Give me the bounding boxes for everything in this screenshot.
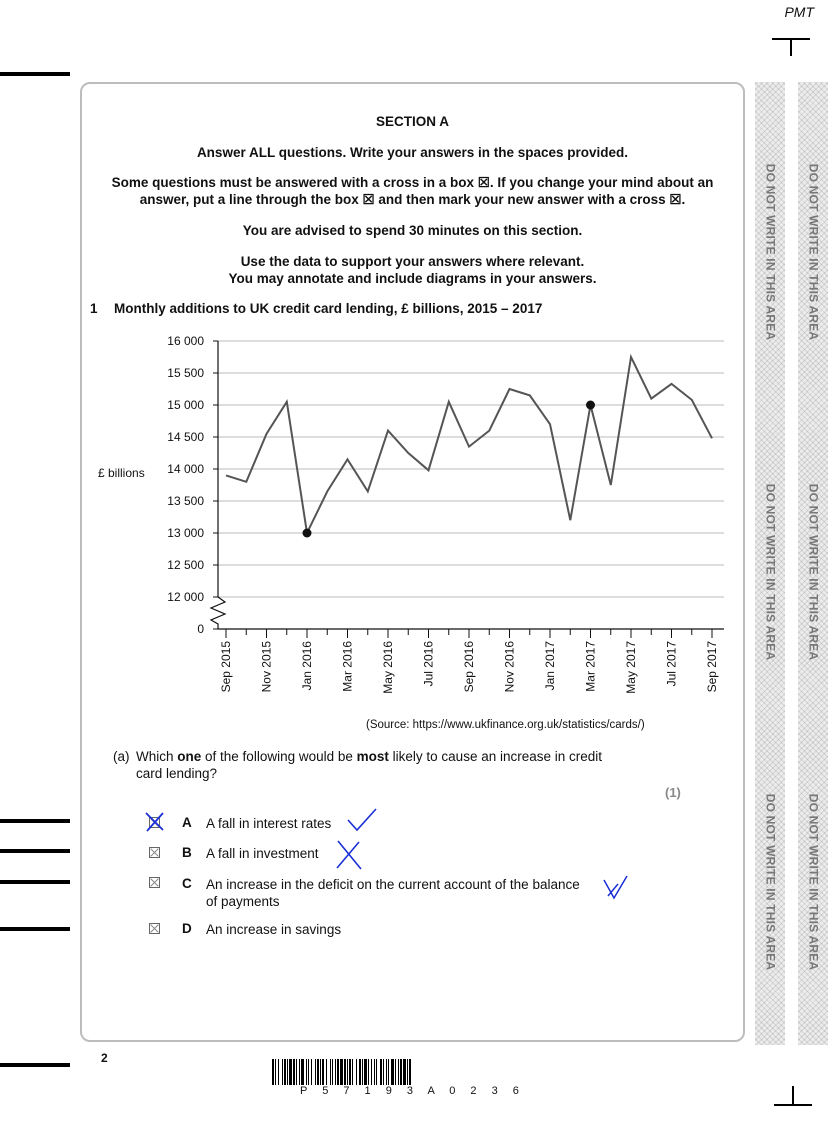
margin-warning: DO NOT WRITE IN THIS AREA	[806, 793, 820, 971]
x-tick-label: May 2017	[624, 641, 638, 694]
barcode-bar	[317, 1059, 319, 1085]
barcode-bar	[398, 1059, 399, 1085]
barcode-bar	[371, 1059, 372, 1085]
barcode-bar	[362, 1059, 363, 1085]
marks-label: (1)	[665, 785, 681, 800]
barcode-bar	[337, 1059, 339, 1085]
barcode-bar	[301, 1059, 304, 1085]
x-tick-label: Jan 2016	[300, 641, 314, 691]
instruction-line: You are advised to spend 30 minutes on this section.	[242, 223, 583, 238]
barcode-bar	[376, 1059, 377, 1085]
part-label: (a)	[113, 749, 130, 764]
x-tick-label: Jul 2016	[421, 641, 436, 687]
barcode-bar	[282, 1059, 283, 1085]
barcode-bar	[330, 1059, 331, 1085]
series-line	[226, 357, 712, 533]
barcode-bar	[315, 1059, 316, 1085]
axis-break	[211, 597, 225, 629]
handwritten-tick-icon	[345, 806, 379, 834]
handwritten-cross-icon	[334, 838, 364, 872]
section-title: SECTION A	[375, 114, 449, 129]
barcode-bar	[391, 1059, 394, 1085]
x-tick-label: Sep 2016	[462, 641, 476, 693]
handwritten-cross-icon	[143, 810, 167, 834]
x-tick-label: Mar 2016	[340, 641, 355, 692]
barcode-bar	[311, 1059, 312, 1085]
barcode-bar	[335, 1059, 336, 1085]
x-tick-label: Mar 2017	[583, 641, 598, 692]
margin-bar	[0, 819, 70, 823]
checkbox-d[interactable]	[149, 923, 160, 934]
option-text-line2: of payments	[206, 894, 280, 909]
instruction-line: Use the data to support your answers where relevant.	[240, 254, 585, 269]
handwritten-mark-icon	[602, 872, 630, 902]
y-axis-label: £ billions	[98, 466, 145, 480]
option-letter: C	[182, 876, 192, 891]
margin-bar	[0, 927, 70, 931]
barcode-bar	[284, 1059, 286, 1085]
option-letter: D	[182, 921, 192, 936]
question-number: 1	[90, 301, 98, 316]
barcode-bar	[308, 1059, 309, 1085]
barcode-bar	[326, 1059, 327, 1085]
barcode-bar	[306, 1059, 307, 1085]
barcode-bar	[340, 1059, 343, 1085]
barcode-bar	[347, 1059, 348, 1085]
barcode-bar	[293, 1059, 295, 1085]
page-number: 2	[101, 1051, 108, 1065]
source-note: (Source: https://www.ukfinance.org.uk/statistics/cards/)	[366, 719, 645, 731]
barcode-bar	[395, 1059, 396, 1085]
barcode-bar	[320, 1059, 321, 1085]
margin-warning: DO NOT WRITE IN THIS AREA	[763, 793, 777, 971]
barcode-bar	[400, 1059, 402, 1085]
option-letter: B	[182, 845, 192, 860]
registration-mark	[774, 1104, 812, 1106]
barcode-bar	[368, 1059, 369, 1085]
y-tick-label: 12 500	[167, 558, 204, 572]
option-text: A fall in interest rates	[206, 816, 332, 831]
x-tick-label: Nov 2016	[502, 641, 517, 693]
barcode-bar	[287, 1059, 288, 1085]
question-title: Monthly additions to UK credit card lending, £ billions, 2015 – 2017	[114, 301, 543, 316]
part-a-prompt: Which one of the following would be most likely to cause an increase in credit	[136, 749, 603, 764]
checkbox-c[interactable]	[149, 877, 160, 888]
margin-warning: DO NOT WRITE IN THIS AREA	[806, 163, 820, 341]
y-tick-label: 0	[197, 622, 204, 636]
barcode-bar	[380, 1059, 382, 1085]
barcode-bar	[374, 1059, 375, 1085]
checkbox-b[interactable]	[149, 847, 160, 858]
barcode-bar	[356, 1059, 357, 1085]
option-text: An increase in the deficit on the current account of the balance	[206, 877, 580, 892]
margin-warning: DO NOT WRITE IN THIS AREA	[763, 163, 777, 341]
highlight-point	[303, 529, 312, 538]
option-text: An increase in savings	[206, 922, 342, 937]
barcode-bar	[275, 1059, 276, 1085]
highlight-point	[586, 401, 595, 410]
barcode-bar	[388, 1059, 389, 1085]
margin-bar	[0, 880, 70, 884]
margin-bar	[0, 1063, 70, 1067]
barcode-text: P 5 7 1 9 3 A 0 2 3 6	[300, 1085, 525, 1097]
barcode-bar	[344, 1059, 346, 1085]
barcode-bar	[359, 1059, 361, 1085]
y-tick-label: 14 500	[167, 430, 204, 444]
barcode-bar	[289, 1059, 292, 1085]
margin-warning: DO NOT WRITE IN THIS AREA	[806, 483, 820, 661]
barcode-bar	[349, 1059, 351, 1085]
barcode-bar	[364, 1059, 367, 1085]
barcode-bar	[296, 1059, 297, 1085]
y-tick-label: 13 000	[167, 526, 204, 540]
barcode-bar	[409, 1059, 411, 1085]
barcode-bar	[322, 1059, 324, 1085]
barcode	[272, 1059, 552, 1085]
y-tick-label: 15 000	[167, 398, 204, 412]
y-tick-label: 12 000	[167, 590, 204, 604]
instruction-line: You may annotate and include diagrams in your answers.	[228, 271, 597, 286]
barcode-bar	[278, 1059, 279, 1085]
barcode-bar	[383, 1059, 384, 1085]
barcode-bar	[403, 1059, 406, 1085]
margin-warning: DO NOT WRITE IN THIS AREA	[763, 483, 777, 661]
barcode-bar	[386, 1059, 387, 1085]
y-tick-label: 15 500	[167, 366, 204, 380]
instruction-line: answer, put a line through the box ☒ and then mark your new answer with a cross ☒.	[139, 192, 686, 207]
part-a-prompt-line2: card lending?	[136, 766, 218, 781]
y-tick-label: 16 000	[167, 334, 204, 348]
barcode-bar	[332, 1059, 333, 1085]
registration-mark	[792, 1086, 794, 1104]
margin-bar	[0, 849, 70, 853]
x-tick-label: Jul 2017	[664, 641, 679, 687]
x-tick-label: Sep 2017	[705, 641, 719, 693]
x-tick-label: May 2016	[381, 641, 395, 694]
barcode-bar	[352, 1059, 353, 1085]
instruction-line: Answer ALL questions. Write your answers in the spaces provided.	[196, 145, 629, 160]
barcode-bar	[407, 1059, 408, 1085]
barcode-bar	[299, 1059, 300, 1085]
y-tick-label: 14 000	[167, 462, 204, 476]
barcode-bar	[272, 1059, 274, 1085]
option-text: A fall in investment	[206, 846, 319, 861]
corner-label: PMT	[784, 4, 814, 20]
x-tick-label: Nov 2015	[259, 641, 274, 693]
x-tick-label: Sep 2015	[219, 641, 233, 693]
x-tick-label: Jan 2017	[543, 641, 557, 691]
y-tick-label: 13 500	[167, 494, 204, 508]
instruction-line: Some questions must be answered with a cross in a box ☒. If you change your mind about an	[111, 175, 714, 190]
option-letter: A	[182, 815, 192, 830]
